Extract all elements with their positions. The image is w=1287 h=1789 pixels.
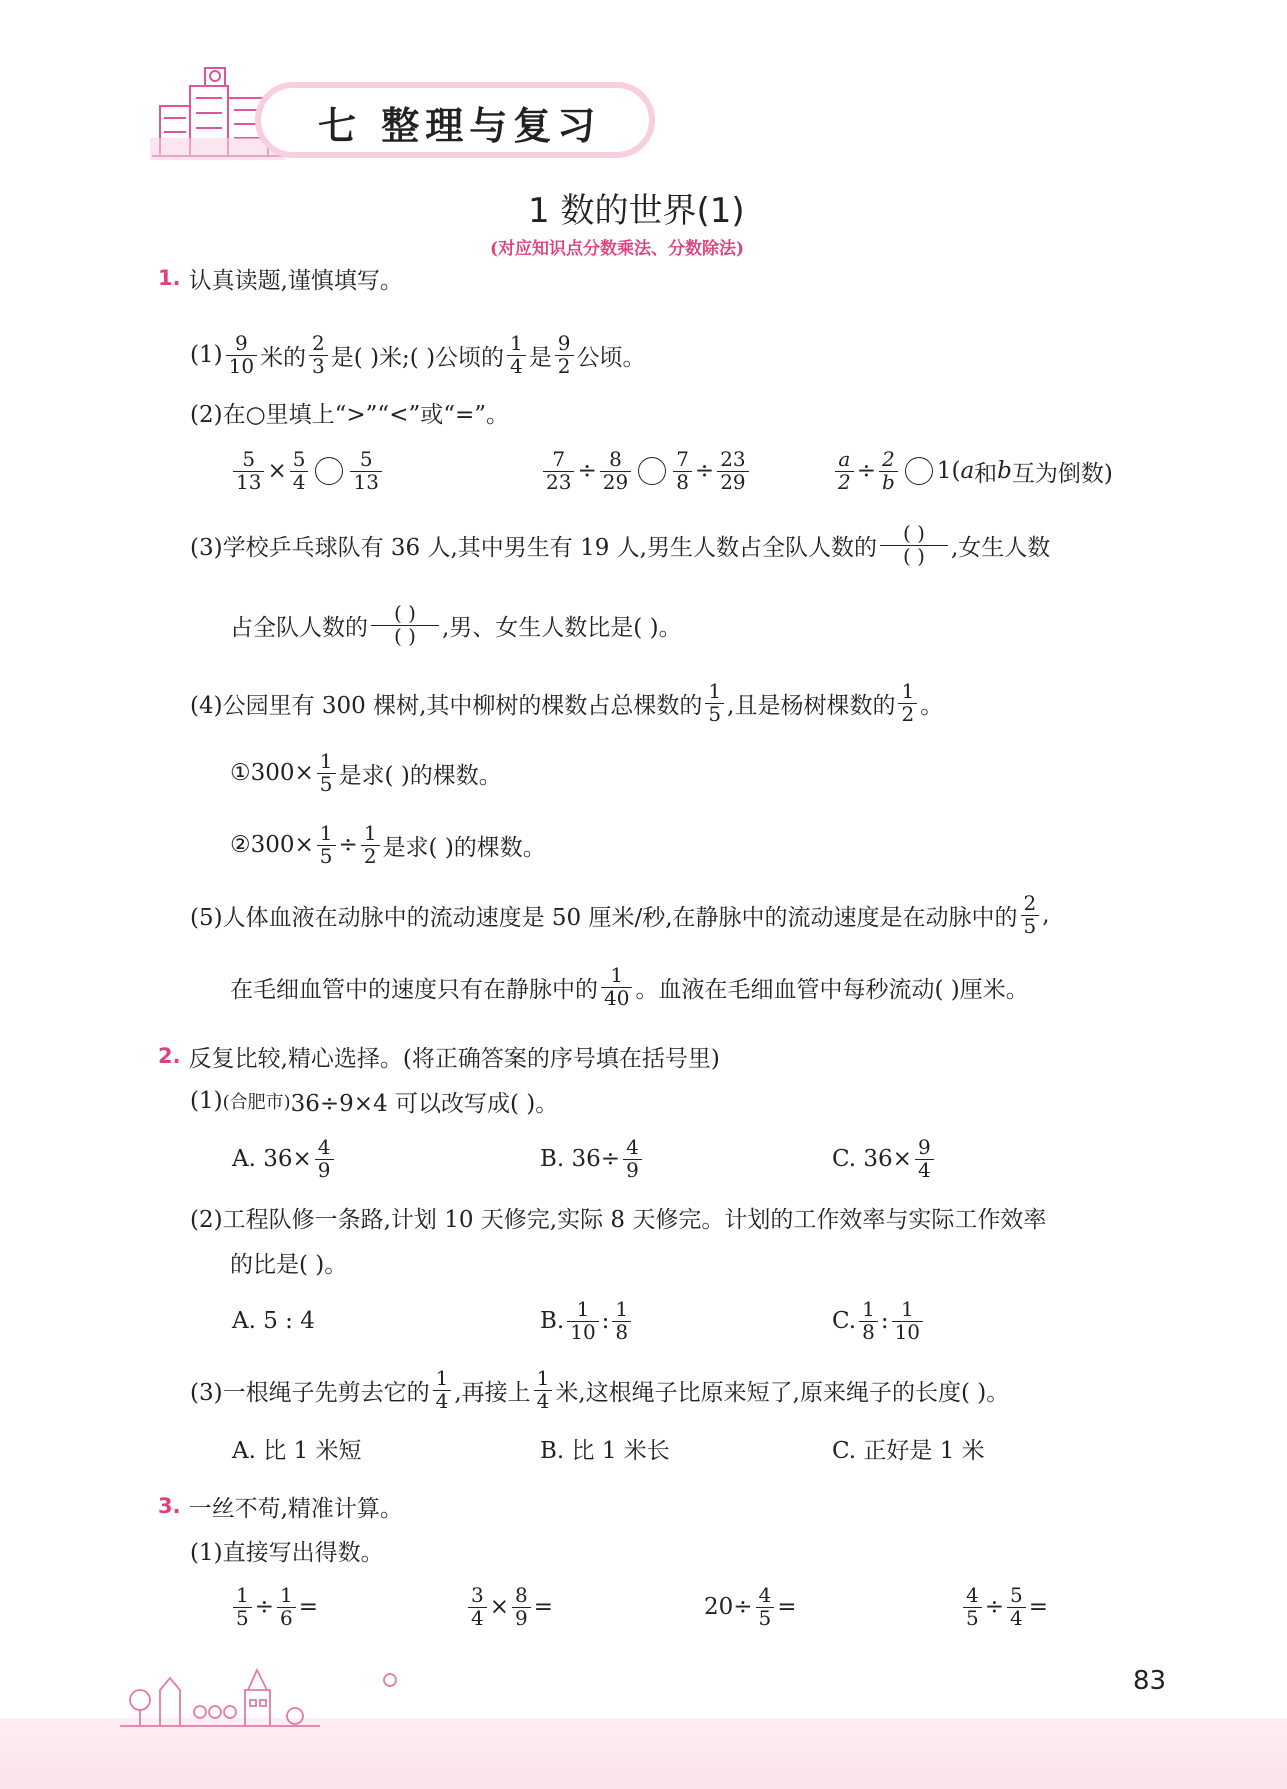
equals: = xyxy=(1028,1594,1049,1620)
text: ①300× xyxy=(230,760,314,786)
text: (1) xyxy=(190,1088,223,1114)
q1-part4-sub2 xyxy=(230,810,546,880)
fraction: $\frac{9}{4}$ xyxy=(915,1137,934,1181)
text: C. xyxy=(832,1308,857,1334)
text: 。血液在毛细血管中每秒流动( )厘米。 xyxy=(635,976,1029,1003)
fraction: $\frac{2}{3}$ xyxy=(309,333,328,377)
q1-heading xyxy=(158,262,403,294)
text: 。 xyxy=(920,692,944,719)
text: 和 xyxy=(974,460,998,487)
q2-part1 xyxy=(190,1085,558,1117)
fraction: $\frac{7}{23}$ xyxy=(543,449,574,493)
fraction: $\frac{7}{8}$ xyxy=(673,449,692,493)
operator: ÷ xyxy=(338,832,358,858)
section-title: 1 数的世界(1) xyxy=(528,191,745,231)
equals: = xyxy=(298,1594,319,1620)
operator: ÷ xyxy=(694,458,715,484)
q2-part1-option-c xyxy=(832,1124,937,1194)
text: : xyxy=(601,1308,610,1334)
fraction: $\frac{1}{8}$ xyxy=(859,1299,878,1343)
q1-part5-line2 xyxy=(230,952,1029,1022)
q3-expression-2 xyxy=(465,1572,553,1642)
q3-expression-4 xyxy=(960,1572,1048,1642)
text: (3)学校乒乓球队有 36 人,其中男生有 19 人,男生人数占全队人数的 xyxy=(190,534,877,561)
text: : xyxy=(880,1308,889,1334)
section-subtitle: (对应知识点分数乘法、分数除法) xyxy=(490,239,745,259)
fraction: $\frac{1}{2}$ xyxy=(898,681,917,725)
q1-part3-line1 xyxy=(190,510,1050,580)
text: 米,这根绳子比原来短了,原来绳子的长度( )。 xyxy=(555,1379,1010,1406)
q2-part3-option-c: C. 正好是 1 米 xyxy=(832,1437,985,1464)
q2-number: 2. xyxy=(158,1044,181,1068)
q2-part3-option-a: A. 比 1 米短 xyxy=(232,1437,362,1464)
compare-circle[interactable] xyxy=(638,457,666,485)
fraction: $\frac{5}{4}$ xyxy=(290,449,309,493)
text: 36÷9×4 可以改写成( )。 xyxy=(290,1090,559,1117)
fraction: $\frac{5}{4}$ xyxy=(1007,1585,1026,1629)
text: ,女生人数 xyxy=(950,534,1051,561)
text: a xyxy=(960,458,975,484)
fraction: $\frac{1}{4}$ xyxy=(433,1368,452,1412)
text: 米的 xyxy=(260,344,307,371)
fraction: $\frac{1}{6}$ xyxy=(277,1585,296,1629)
q3-part1-title: (1)直接写出得数。 xyxy=(190,1539,384,1566)
operator: ÷ xyxy=(984,1594,1005,1620)
q3-expression-1 xyxy=(230,1572,318,1642)
q1-part5-line1 xyxy=(190,880,1050,950)
operator: × xyxy=(489,1594,510,1620)
fraction: $\frac{1}{4}$ xyxy=(507,333,526,377)
fraction: $\frac{5}{13}$ xyxy=(350,449,381,493)
q1-part2-title: (2)在○里填上“>”“<”或“=”。 xyxy=(190,401,510,428)
fraction: $\frac{23}{29}$ xyxy=(717,449,748,493)
fraction: $\frac{1}{5}$ xyxy=(705,681,724,725)
q2-part2-option-b xyxy=(540,1286,634,1356)
fraction: $\frac{1}{40}$ xyxy=(601,965,632,1009)
fraction: $\frac{8}{29}$ xyxy=(600,449,631,493)
q1-part2-compare-a xyxy=(230,436,385,506)
q1-part2-compare-b xyxy=(540,436,752,506)
text: 是求( )的棵数。 xyxy=(338,762,502,789)
q2-title: 反复比较,精心选择。(将正确答案的序号填在括号里) xyxy=(188,1045,720,1072)
fraction: $\frac{1}{8}$ xyxy=(612,1299,631,1343)
text: 在毛细血管中的速度只有在静脉中的 xyxy=(230,976,598,1003)
fraction: $\frac{8}{9}$ xyxy=(512,1585,531,1629)
fraction: $\frac{2}{b}$ xyxy=(879,449,898,493)
fraction: $\frac{5}{13}$ xyxy=(233,449,264,493)
operator: ÷ xyxy=(856,458,877,484)
q2-part1-option-b xyxy=(540,1124,645,1194)
fraction: $\frac{1}{4}$ xyxy=(534,1368,553,1412)
chapter-title: 七 整理与复习 xyxy=(318,104,602,148)
q2-part2-option-c xyxy=(832,1286,926,1356)
q3-title: 一丝不苟,精准计算。 xyxy=(188,1495,403,1522)
q1-part4-sub1 xyxy=(230,738,502,808)
page-number: 83 xyxy=(1133,1666,1167,1696)
fraction: $\frac{1}{10}$ xyxy=(892,1299,923,1343)
text: 1( xyxy=(936,458,961,484)
text: , xyxy=(1042,902,1050,928)
q2-part3 xyxy=(190,1355,1009,1425)
fraction: $\frac{4}{5}$ xyxy=(963,1585,982,1629)
fraction: $\frac{9}{2}$ xyxy=(555,333,574,377)
operator: × xyxy=(267,458,287,484)
text: 20÷ xyxy=(704,1594,753,1620)
q2-part2-option-a: A. 5 : 4 xyxy=(232,1308,315,1334)
text: 是( )米;( )公顷的 xyxy=(330,344,505,371)
q1-part4 xyxy=(190,668,943,738)
q1-part2-compare-c xyxy=(832,436,1113,506)
text: ,男、女生人数比是( )。 xyxy=(442,614,682,641)
operator: ÷ xyxy=(577,458,597,484)
fraction: $\frac{9}{10}$ xyxy=(226,333,257,377)
fraction: $\frac{4}{5}$ xyxy=(756,1585,775,1629)
label: (1) xyxy=(190,342,223,368)
text: 是求( )的棵数。 xyxy=(382,834,546,861)
compare-circle[interactable] xyxy=(905,457,933,485)
text: (3)一根绳子先剪去它的 xyxy=(190,1379,430,1406)
text: 是 xyxy=(528,344,552,371)
compare-circle[interactable] xyxy=(315,457,343,485)
fraction: $\frac{2}{5}$ xyxy=(1021,893,1040,937)
text: 公顷。 xyxy=(576,344,646,371)
fraction: $\frac{1}{5}$ xyxy=(317,823,336,867)
q3-expression-3 xyxy=(704,1572,797,1642)
fraction: $\frac{4}{9}$ xyxy=(315,1137,334,1181)
q1-number: 1. xyxy=(158,266,181,290)
q2-part3-option-b: B. 比 1 米长 xyxy=(540,1437,670,1464)
q2-part1-option-a xyxy=(232,1124,337,1194)
text: ,且是杨树棵数的 xyxy=(727,692,896,719)
q2-part2-line1: (2)工程队修一条路,计划 10 天修完,实际 8 天修完。计划的工作效率与实际工作效率 xyxy=(190,1206,1047,1233)
text: b xyxy=(997,458,1012,484)
blank-fraction[interactable]: $\frac{( )}{( )}$ xyxy=(880,523,948,567)
text: A. 36× xyxy=(232,1146,312,1172)
fraction: $\frac{4}{9}$ xyxy=(623,1137,642,1181)
text: 占全队人数的 xyxy=(230,614,368,641)
fraction: $\frac{a}{2}$ xyxy=(835,449,854,493)
fraction: $\frac{1}{5}$ xyxy=(233,1585,252,1629)
blank-fraction[interactable]: $\frac{( )}{( )}$ xyxy=(371,603,439,647)
q3-heading xyxy=(158,1490,403,1522)
fraction: $\frac{1}{10}$ xyxy=(567,1299,598,1343)
q2-heading xyxy=(158,1040,720,1072)
equals: = xyxy=(533,1594,554,1620)
fraction: $\frac{1}{5}$ xyxy=(317,751,336,795)
town-doodle-illustration xyxy=(120,1650,420,1730)
q1-part1 xyxy=(190,320,646,390)
q2-part2-line2: 的比是( )。 xyxy=(230,1251,348,1278)
source-tag: (合肥市) xyxy=(222,1092,291,1113)
equals: = xyxy=(777,1594,797,1620)
text: ,再接上 xyxy=(454,1379,531,1406)
text: C. 36× xyxy=(832,1146,912,1172)
q1-title: 认真读题,谨慎填写。 xyxy=(188,267,403,294)
fraction: $\frac{1}{2}$ xyxy=(361,823,380,867)
q3-number: 3. xyxy=(158,1494,181,1518)
q1-part3-line2 xyxy=(230,590,682,660)
text: (5)人体血液在动脉中的流动速度是 50 厘米/秒,在静脉中的流动速度是在动脉中的 xyxy=(190,904,1018,931)
operator: ÷ xyxy=(254,1594,275,1620)
text: B. 36÷ xyxy=(540,1146,621,1172)
text: (4)公园里有 300 棵树,其中柳树的棵数占总棵数的 xyxy=(190,692,703,719)
text: ②300× xyxy=(230,832,314,858)
fraction: $\frac{3}{4}$ xyxy=(468,1585,487,1629)
text: 互为倒数) xyxy=(1011,460,1113,487)
text: B. xyxy=(540,1308,565,1334)
